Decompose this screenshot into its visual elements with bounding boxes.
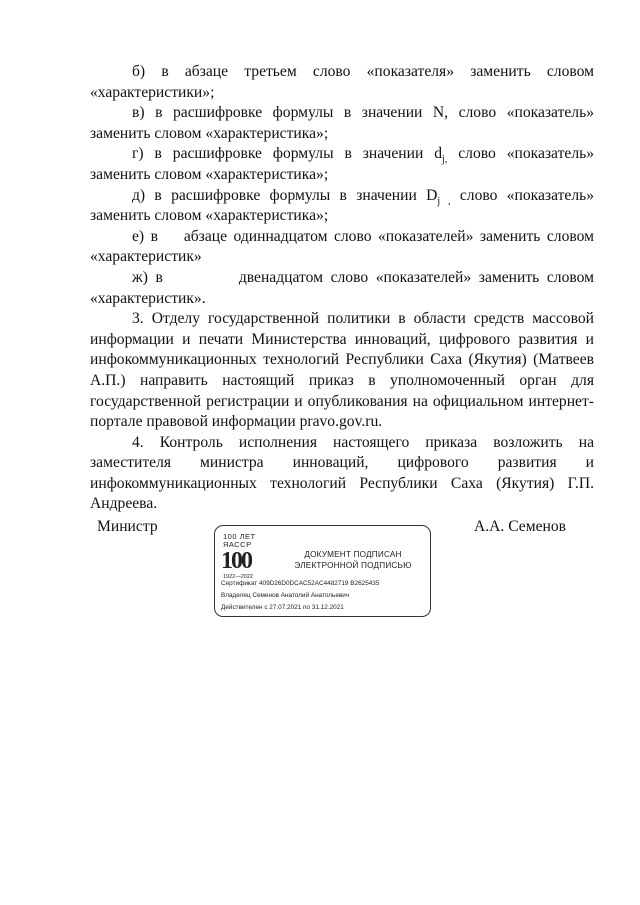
paragraph-3: 3. Отделу государственной политики в области средств массовой информации и печати Министерства инноваций, цифрового развития и инфокоммуникационных технологий Республики Саха (Якутия) (Матвеев А.П.) направить настоящий приказ в уполномоченный орган для государственной регистрации и опубликования на официальном интернет-портале правовой информации pravo.gov.ru. [90,310,594,431]
stamp-owner: Владелец Семенов Анатолий Анатольевич [221,592,350,599]
anniversary-logo [221,532,265,578]
paragraph-e: е) в абзаце одиннадцатом слово «показателей» заменить словом «характеристик» [90,227,594,266]
signature-name: А.А. Семенов [474,518,567,535]
paragraph-d-subscript: j , [437,195,451,207]
electronic-signature-stamp [214,525,431,617]
stamp-heading-line2: ЭЛЕКТРОННОЙ ПОДПИСЬЮ [294,561,412,570]
signature-title: Министр [97,518,158,535]
stamp-heading [283,549,423,571]
paragraph-g-subscript: j, [442,154,448,166]
stamp-certificate: Сертификат 409D26D0DCAC52AC4482719 В2625435 [221,580,380,587]
logo-dates: 1922—2022 [223,574,253,580]
paragraph-d-text: д) в расшифровке формулы в значении D [132,186,438,204]
logo-republic-text: ЯАССР [223,540,252,549]
paragraph-g-tail: слово «показатель» заменить словом «характеристика»; [90,145,595,183]
logo-number: 100 [221,548,251,574]
stamp-heading-line1: ДОКУМЕНТ ПОДПИСАН [304,550,402,559]
stamp-validity: Действителен с 27.07.2021 по 31.12.2021 [221,604,344,611]
paragraph-b: б) в абзаце третьем слово «показателя» заменить словом «характеристики»; [90,63,594,101]
logo-years-text: 100 ЛЕТ [223,532,256,541]
paragraph-v: в) в расшифровке формулы в значении N, слово «показатель» заменить словом «характеристика»; [90,104,594,142]
paragraph-d [90,186,594,227]
paragraph-zh: ж) в двенадцатом слово «показателей» заменить словом «характеристик». [90,268,594,307]
paragraph-g [90,144,594,185]
paragraph-g-text: г) в расшифровке формулы в значении d [132,145,443,163]
paragraph-4: 4. Контроль исполнения настоящего приказа возложить на заместителя министра инноваций, цифрового развития и инфокоммуникационных технологий Республики Саха (Якутия) Г.П. Андреева. [90,433,594,513]
paragraph-d-tail: слово «показатель» заменить словом «характеристика»; [90,186,595,225]
document-body [90,62,594,515]
